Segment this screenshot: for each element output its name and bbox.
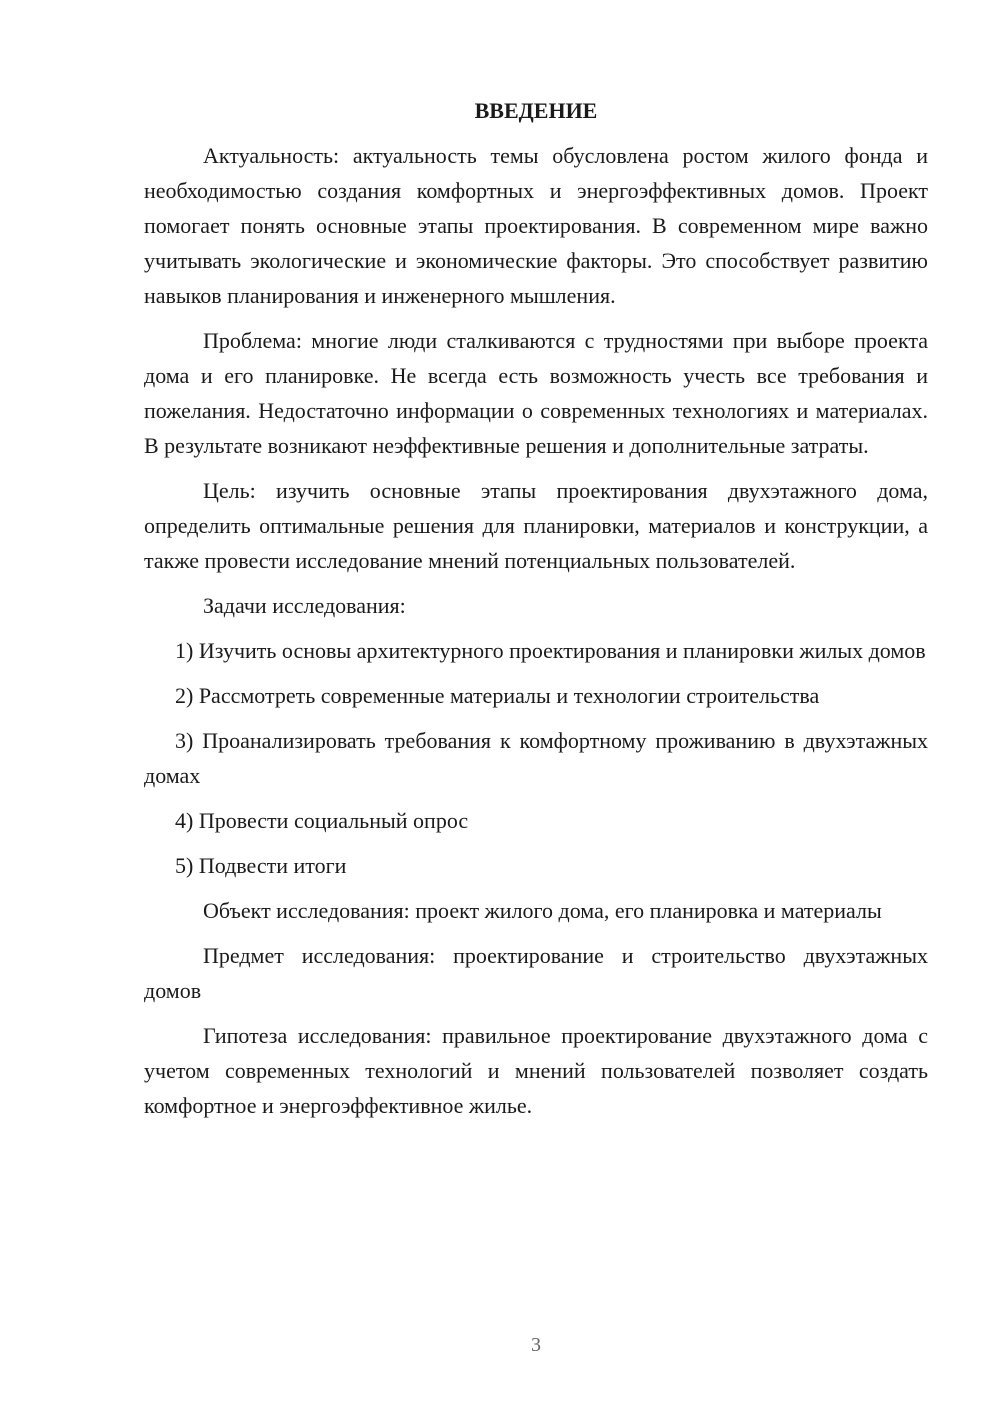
page-number: 3 — [531, 1334, 541, 1356]
page-title: ВВЕДЕНИЕ — [474, 98, 598, 123]
paragraph-problem: Проблема: многие люди сталкиваются с трудностями при выборе проекта дома и его планировке. Не всегда есть возможность учесть все требования и пожелания. Недостаточно информации о современных технологиях и материалах. В результате возникают неэффективные решения и дополнительные затраты. — [144, 328, 928, 458]
paragraph-goal: Цель: изучить основные этапы проектирования двухэтажного дома, определить оптимальные решения для планировки, материалов и конструкции, а также провести исследование мнений потенциальных пользователей. — [144, 478, 928, 573]
paragraph-relevance: Актуальность: актуальность темы обусловлена ростом жилого фонда и необходимостью создания комфортных и энергоэффективных домов. Проект помогает понять основные этапы проектирования. В современном мире важно учитывать экологические и экономические факторы. Это способствует развитию навыков планирования и инженерного мышления. — [144, 143, 928, 308]
task-item-1: 1) Изучить основы архитектурного проектирования и планировки жилых домов — [175, 638, 926, 663]
tasks-heading: Задачи исследования: — [203, 593, 406, 618]
paragraph-subject: Предмет исследования: проектирование и строительство двухэтажных домов — [144, 943, 928, 1003]
paragraph-hypothesis: Гипотеза исследования: правильное проектирование двухэтажного дома с учетом современных технологий и мнений пользователей позволяет создать комфортное и энергоэффективное жилье. — [144, 1023, 928, 1118]
task-item-3: 3) Проанализировать требования к комфортному проживанию в двухэтажных домах — [144, 728, 928, 788]
task-item-2: 2) Рассмотреть современные материалы и технологии строительства — [175, 683, 820, 708]
page-content — [144, 96, 928, 1133]
task-item-4: 4) Провести социальный опрос — [175, 808, 469, 833]
paragraph-object: Объект исследования: проект жилого дома, его планировка и материалы — [203, 898, 882, 923]
task-item-5: 5) Подвести итоги — [175, 853, 347, 878]
